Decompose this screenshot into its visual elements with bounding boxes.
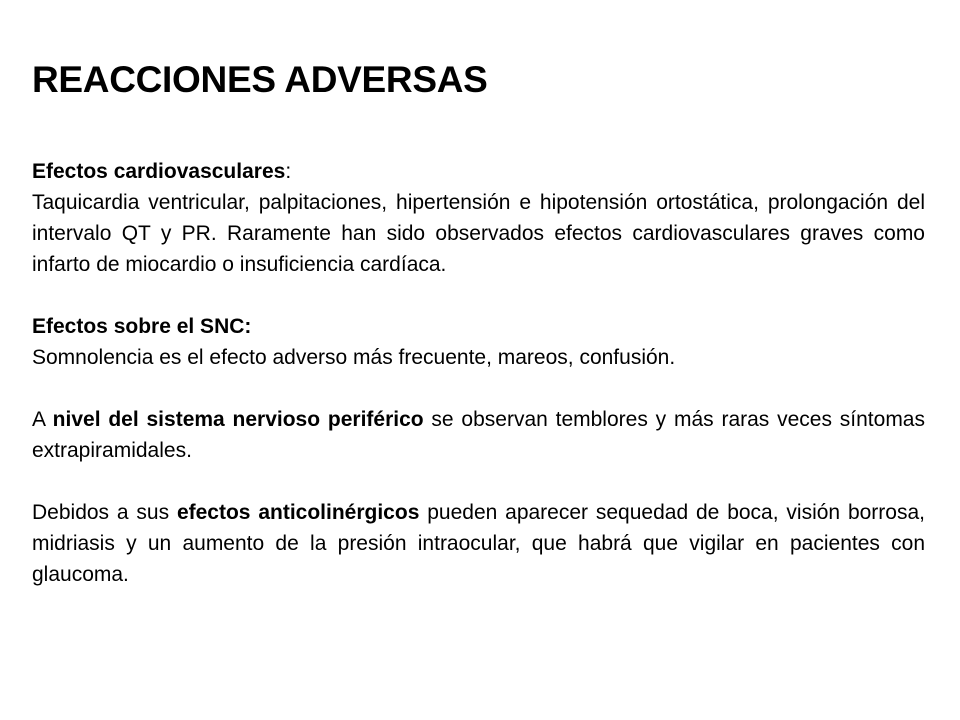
peripheral-prefix: A [32, 408, 53, 431]
peripheral-text: se observan temblores y más raras veces síntomas extrapiramidales. [32, 408, 925, 462]
page-title: REACCIONES ADVERSAS [32, 59, 488, 100]
section-snc [32, 311, 925, 373]
section-peripheral [32, 404, 925, 466]
section-anticholinergic [32, 497, 925, 590]
peripheral-emphasis: nivel del sistema nervioso periférico [52, 408, 424, 431]
cardiovascular-body: Taquicardia ventricular, palpitaciones, hipertensión e hipotensión ortostática, prolongación del intervalo QT y PR. Raramente han sido observados efectos cardiovasculares graves como infarto de miocardio o insuficiencia cardíaca. [32, 191, 925, 276]
anticholinergic-text: pueden aparecer sequedad de boca, visión borrosa, midriasis y un aumento de la presión intraocular, que habrá que vigilar en pacientes con glaucoma. [32, 501, 925, 586]
cardiovascular-heading: Efectos cardiovasculares [32, 160, 286, 183]
anticholinergic-emphasis: efectos anticolinérgicos [176, 501, 420, 524]
cardiovascular-heading-colon: : [285, 160, 292, 183]
slide-content [32, 156, 925, 590]
snc-heading: Efectos sobre el SNC: [32, 315, 252, 338]
snc-body: Somnolencia es el efecto adverso más frecuente, mareos, confusión. [32, 346, 676, 369]
slide [32, 52, 925, 590]
anticholinergic-prefix: Debidos a sus [32, 501, 177, 524]
section-cardiovascular [32, 156, 925, 280]
